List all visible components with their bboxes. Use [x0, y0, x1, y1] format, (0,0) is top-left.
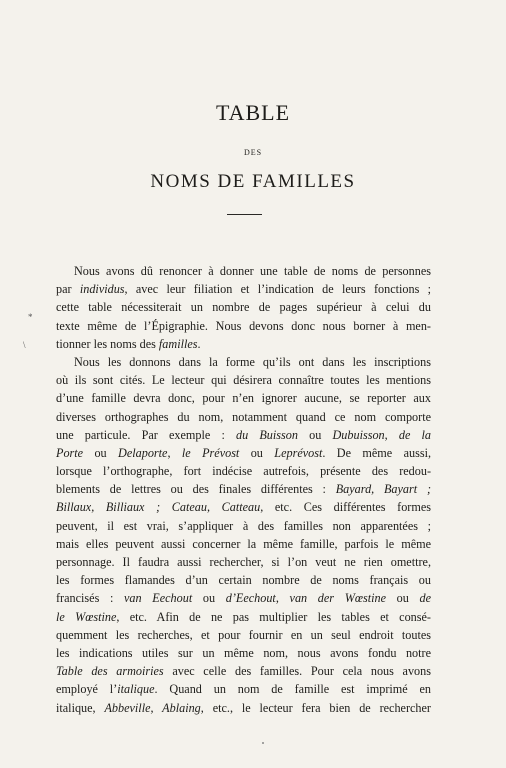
text-line [56, 608, 431, 626]
text-segment: , [167, 445, 182, 460]
text-line [56, 680, 431, 698]
italic-segment: van der Wœstine [289, 591, 386, 606]
text-segment: , etc. Ces différentes formes [260, 500, 431, 515]
text-segment: où ils sont cités. Le lecteur qui désirera connaître toutes les mentions [56, 373, 431, 388]
italic-segment: de [419, 591, 432, 606]
text-segment: lorsque l’orthographe, fort indécise autrefois, présente des redou- [56, 464, 431, 479]
text-segment: , [384, 427, 399, 442]
text-segment: peuvent, il est vrai, s’appliquer à des familles non apparentées ; [56, 518, 431, 533]
text-line [56, 644, 431, 662]
text-segment: , avec leur filiation et l’indication de leurs fonctions ; [124, 282, 431, 297]
text-line [56, 371, 431, 389]
text-line [56, 426, 431, 444]
text-segment: cette table nécessiterait un nombre de pages supérieur à celui du [56, 300, 431, 315]
page-title: TABLE [215, 100, 291, 125]
text-line [56, 280, 431, 298]
text-segment: les formes flamandes d’un certain nombre de noms français ou [56, 573, 431, 588]
text-line [56, 353, 431, 371]
text-segment: employé l’ [56, 682, 118, 697]
text-line [56, 480, 431, 498]
text-line [56, 335, 431, 353]
text-line [56, 317, 431, 335]
italic-segment: Billaux, Billiaux ; Cateau, Catteau [56, 500, 261, 515]
italic-segment: Porte [56, 445, 84, 460]
italic-segment: van Eechout [124, 591, 193, 606]
italic-segment: italique [117, 682, 155, 697]
text-line [56, 662, 431, 680]
text-line [56, 553, 431, 571]
italic-segment: Dubuisson [332, 427, 385, 442]
text-segment: . De même aussi, [322, 445, 431, 460]
text-segment: une particule. Par exemple : [56, 427, 237, 442]
text-segment: Nous avons dû renoncer à donner une table de noms de personnes [74, 264, 431, 278]
text-segment: blements de lettres ou des finales différentes : [56, 482, 336, 497]
text-segment: , [275, 591, 290, 606]
text-line [56, 535, 431, 553]
text-line [56, 699, 431, 717]
italic-segment: le Prévost [181, 445, 240, 460]
italic-segment: Bayard, Bayart ; [335, 482, 431, 497]
text-line [56, 589, 431, 607]
text-segment: italique, [56, 700, 105, 715]
text-line [56, 498, 431, 516]
text-segment: par [56, 282, 80, 297]
text-segment: les indications utiles sur un même nom, nous avons fondu notre [56, 645, 431, 660]
text-segment: ou [83, 445, 119, 460]
italic-segment: du Buisson [236, 427, 298, 442]
text-segment: ou [192, 591, 226, 606]
text-line [56, 444, 431, 462]
text-segment: tionner les noms des [56, 336, 159, 351]
text-segment: , etc., le lecteur fera bien de rechercher [200, 700, 431, 715]
italic-segment: Delaporte [118, 445, 168, 460]
text-segment: . Quand un nom de famille est imprimé en [154, 682, 431, 697]
text-line [56, 462, 431, 480]
italic-segment: familles [158, 336, 198, 351]
text-line [56, 389, 431, 407]
text-segment: d’une famille devra donc, pour n’en ignorer aucune, se reporter aux [56, 391, 431, 406]
margin-mark: * [28, 312, 33, 322]
text-segment: , etc. Afin de ne pas multiplier les tables et consé- [116, 609, 431, 624]
text-line [56, 517, 431, 535]
text-segment: texte même de l’Épigraphie. Nous devons donc nous borner à men- [56, 318, 431, 333]
text-line [56, 626, 431, 644]
margin-mark: \ [23, 340, 26, 350]
body-text [56, 262, 431, 717]
title-connector: DES [243, 148, 263, 157]
italic-segment: de la [398, 427, 432, 442]
italic-segment: individus [79, 282, 125, 297]
page-subtitle: NOMS DE FAMILLES [150, 171, 356, 192]
text-segment: quemment les recherches, et pour fournir en un seul endroit toutes [56, 627, 431, 642]
italic-segment: Abbeville, Ablaing [104, 700, 201, 715]
text-line [56, 408, 431, 426]
text-segment: diverses orthographes du nom, notamment quand ce nom comporte [56, 409, 431, 424]
italic-segment: Leprévost [274, 445, 323, 460]
text-segment: . [197, 336, 201, 351]
text-segment: ou [386, 591, 420, 606]
text-segment: avec celle des familles. Pour cela nous avons [163, 664, 431, 679]
text-segment: personnage. Il faudra aussi rechercher, si l’on veut ne rien omettre, [56, 555, 431, 569]
text-line [56, 298, 431, 316]
text-segment: francisés : [56, 591, 125, 606]
page-speck [262, 742, 264, 744]
title-rule [227, 214, 262, 215]
text-segment: ou [297, 427, 333, 442]
italic-segment: le Wœstine [56, 609, 117, 624]
text-segment: Nous les donnons dans la forme qu’ils ont dans les inscriptions [74, 354, 431, 369]
text-line [56, 262, 431, 280]
italic-segment: d’Eechout [225, 591, 276, 606]
text-segment: ou [239, 445, 275, 460]
text-line [56, 571, 431, 589]
text-segment: mais elles peuvent aussi concerner la même famille, parfois le même [56, 536, 431, 551]
italic-segment: Table des armoiries [56, 664, 164, 679]
